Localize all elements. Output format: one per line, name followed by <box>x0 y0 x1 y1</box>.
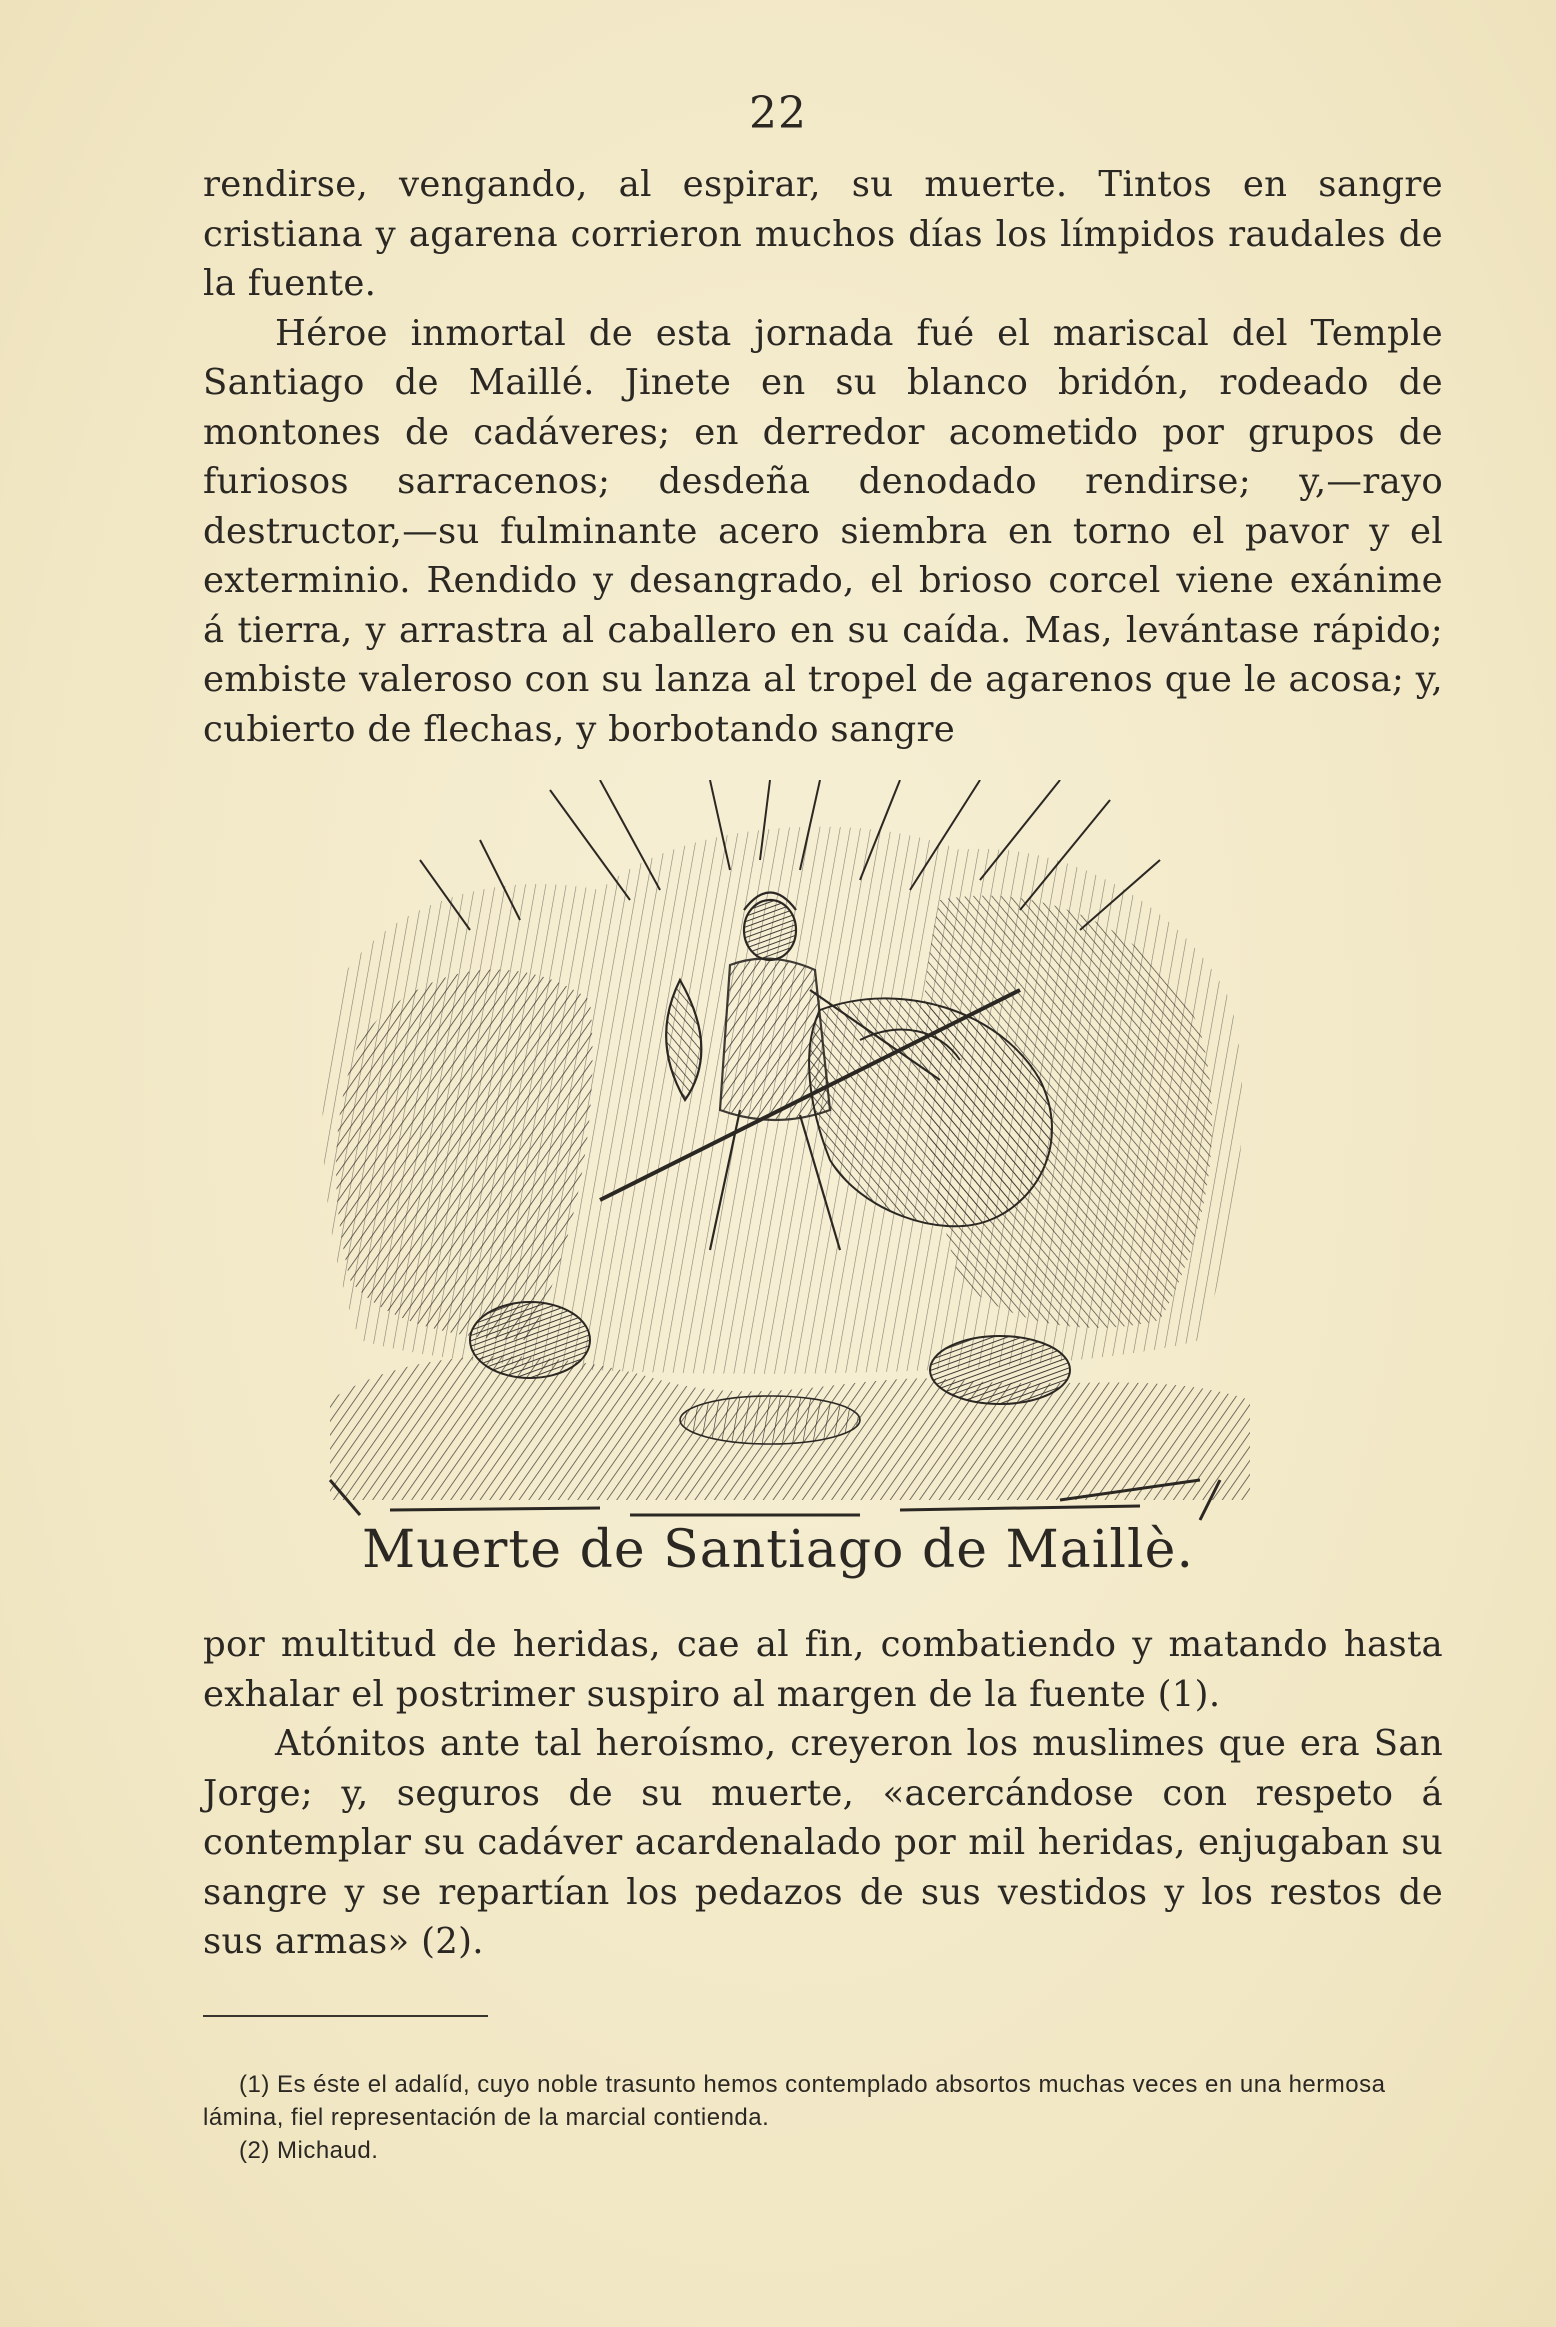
paragraph-death: por multitud de heridas, cae al fin, combatiendo y matando hasta exhalar el postrimer suspiro al margen de la fuente (1). <box>203 1624 1443 1715</box>
bottom-text-block <box>203 1620 1443 1967</box>
illustration-caption: Muerte de Santiago de Maillè. <box>362 1520 1194 1580</box>
paragraph-continued: rendirse, vengando, al espirar, su muerte. Tintos en sangre cristiana y agarena corrieron muchos días los límpidos raudales de la fuente. <box>203 164 1443 304</box>
footnote-divider <box>203 2015 488 2017</box>
paragraph-muslims: Atónitos ante tal heroísmo, creyeron los muslimes que era San Jorge; y, seguros de su muerte, «acercándose con respeto á contemplar su cadáver acardenalado por mil heridas, enjugaban su sangre y se repartían los pedazos de sus vestidos y los restos de sus armas» (2). <box>203 1723 1443 1962</box>
footnotes <box>203 2068 1443 2167</box>
footnote-1: (1) Es éste el adalíd, cuyo noble trasunto hemos contemplado absortos muchas veces en una hermosa lámina, fiel representación de la marcial contienda. <box>203 2071 1386 2131</box>
engraving-battle-scene-icon <box>300 780 1280 1540</box>
page-number: 22 <box>749 88 807 139</box>
paragraph-maille: Héroe inmortal de esta jornada fué el mariscal del Temple Santiago de Maillé. Jinete en su blanco bridón, rodeado de montones de cadáveres; en derredor acometido por grupos de furiosos sarracenos; desdeña denodado rendirse; y,—rayo destructor,—su fulminante acero siembra en torno el pavor y el exterminio. Rendido y desangrado, el brioso corcel viene exánime á tierra, y arrastra al caballero en su caída. Mas, levántase rápido; embiste valeroso con su lanza al tropel de agarenos que le acosa; y, cubierto de flechas, y borbotando sangre <box>203 312 1443 750</box>
top-text-block <box>203 160 1443 754</box>
footnote-2: (2) Michaud. <box>239 2137 379 2164</box>
